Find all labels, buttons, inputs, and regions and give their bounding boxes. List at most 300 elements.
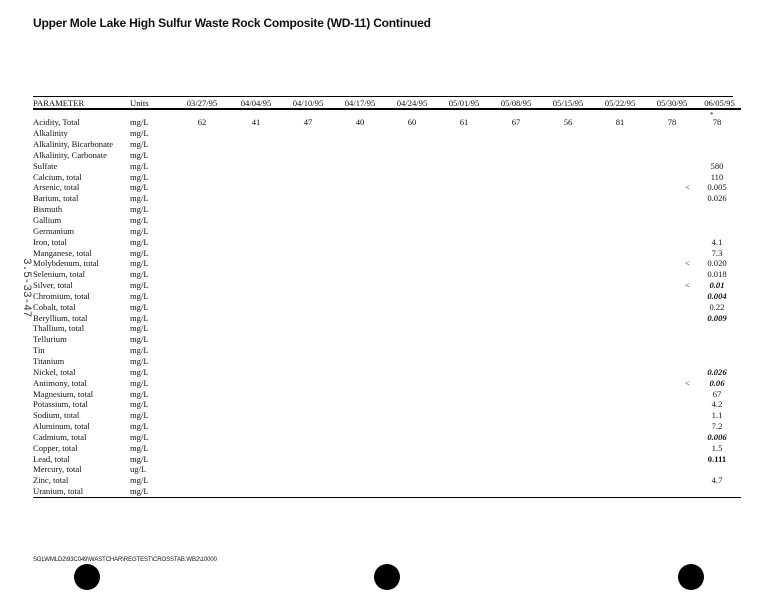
value-cell xyxy=(646,269,698,280)
date-header: 03/27/95 xyxy=(174,96,230,109)
value-cell xyxy=(386,215,438,226)
value-cell xyxy=(334,486,386,497)
value-cell xyxy=(174,160,230,171)
value-cell: 78 xyxy=(667,117,677,128)
value-cell xyxy=(438,139,490,150)
value-text: 0.018 xyxy=(707,269,727,280)
value-cell xyxy=(386,258,438,269)
value-cell xyxy=(698,247,741,258)
value-cell xyxy=(698,388,741,399)
value-cell xyxy=(698,128,741,139)
value-cell xyxy=(594,258,646,269)
value-cell xyxy=(646,301,698,312)
table-row xyxy=(33,236,741,247)
value-cell xyxy=(386,421,438,432)
value-cell xyxy=(594,280,646,291)
value-text: 7.3 xyxy=(711,247,723,258)
value-cell xyxy=(334,431,386,442)
value-cell xyxy=(490,464,542,475)
value-cell xyxy=(334,171,386,182)
value-cell xyxy=(230,399,282,410)
value-cell xyxy=(594,410,646,421)
value-cell xyxy=(542,356,594,367)
value-cell xyxy=(174,486,230,497)
value-cell xyxy=(542,486,594,497)
value-cell xyxy=(230,280,282,291)
value-cell xyxy=(386,486,438,497)
value-text: 0.020 xyxy=(707,258,727,269)
value-cell xyxy=(594,431,646,442)
value-cell xyxy=(594,215,646,226)
less-than-qualifier: < xyxy=(685,280,690,291)
value-cell xyxy=(282,182,334,193)
parameter-cell: Alkalinity xyxy=(33,128,68,139)
value-cell xyxy=(490,486,542,497)
value-cell xyxy=(542,421,594,432)
value-cell xyxy=(282,236,334,247)
table-row xyxy=(33,171,741,182)
parameter-cell: Magnesium, total xyxy=(33,388,94,399)
value-cell xyxy=(438,160,490,171)
value-cell xyxy=(594,291,646,302)
value-text: 580 xyxy=(710,160,724,171)
value-cell xyxy=(174,345,230,356)
parameter-cell: Manganese, total xyxy=(33,247,92,258)
value-cell xyxy=(386,225,438,236)
value-cell xyxy=(282,431,334,442)
value-cell xyxy=(334,204,386,215)
value-cell xyxy=(438,291,490,302)
value-cell xyxy=(282,160,334,171)
value-cell xyxy=(386,291,438,302)
value-cell xyxy=(646,431,698,442)
value-cell xyxy=(230,388,282,399)
value-cell xyxy=(282,258,334,269)
value-cell xyxy=(230,345,282,356)
value-cell xyxy=(334,128,386,139)
units-cell: mg/L xyxy=(130,280,149,291)
value-text: 67 xyxy=(712,388,722,399)
value-cell: 81 xyxy=(615,117,625,128)
table-row xyxy=(33,247,741,258)
value-cell xyxy=(646,464,698,475)
header-row xyxy=(33,96,741,109)
value-text: 0.004 xyxy=(707,290,727,301)
value-cell xyxy=(646,312,698,323)
units-cell: mg/L xyxy=(130,301,149,312)
value-cell xyxy=(438,464,490,475)
value-text: 1.5 xyxy=(711,442,723,453)
value-text: 0.111 xyxy=(707,453,727,464)
value-cell xyxy=(698,204,741,215)
value-cell xyxy=(230,291,282,302)
value-cell xyxy=(334,442,386,453)
less-than-qualifier: < xyxy=(685,258,690,269)
value-cell xyxy=(334,150,386,161)
value-cell xyxy=(646,399,698,410)
value-cell xyxy=(174,301,230,312)
value-cell xyxy=(334,269,386,280)
value-cell xyxy=(438,366,490,377)
parameter-cell: Molybdenum, total xyxy=(33,258,99,269)
value-cell xyxy=(490,291,542,302)
value-cell xyxy=(542,160,594,171)
value-cell xyxy=(282,388,334,399)
units-cell: mg/L xyxy=(130,388,149,399)
table-row xyxy=(33,366,741,377)
value-cell xyxy=(542,247,594,258)
value-cell xyxy=(698,160,741,171)
parameter-cell: Arsenic, total xyxy=(33,182,80,193)
table-row xyxy=(33,486,741,497)
value-cell xyxy=(594,236,646,247)
value-text: 1.1 xyxy=(711,410,723,421)
units-cell: mg/L xyxy=(130,193,149,204)
value-cell xyxy=(542,475,594,486)
value-cell xyxy=(386,431,438,442)
value-cell xyxy=(594,345,646,356)
value-text: 0.006 xyxy=(707,431,727,442)
value-cell xyxy=(282,334,334,345)
units-cell: mg/L xyxy=(130,236,149,247)
value-cell xyxy=(438,399,490,410)
value-cell xyxy=(646,258,698,269)
value-cell xyxy=(490,410,542,421)
value-cell xyxy=(438,345,490,356)
value-cell xyxy=(438,431,490,442)
table-row xyxy=(33,215,741,226)
value-cell xyxy=(386,193,438,204)
value-cell xyxy=(646,247,698,258)
parameter-cell: Calcium, total xyxy=(33,171,82,182)
date-header: 05/08/95 xyxy=(490,96,542,109)
value-cell xyxy=(174,171,230,182)
table-row xyxy=(33,453,741,464)
value-cell xyxy=(386,171,438,182)
value-cell xyxy=(334,421,386,432)
value-cell xyxy=(386,247,438,258)
value-cell xyxy=(685,258,741,269)
value-cell xyxy=(594,160,646,171)
value-cell xyxy=(174,399,230,410)
value-cell xyxy=(646,193,698,204)
value-cell xyxy=(685,377,741,388)
value-cell xyxy=(174,236,230,247)
value-cell xyxy=(490,258,542,269)
parameter-cell: Sodium, total xyxy=(33,410,80,421)
value-cell xyxy=(386,204,438,215)
value-cell xyxy=(490,280,542,291)
value-cell xyxy=(438,486,490,497)
units-cell: mg/L xyxy=(130,149,149,160)
units-header: Units xyxy=(130,96,174,109)
table-row xyxy=(33,109,741,128)
less-than-qualifier: < xyxy=(685,182,690,193)
value-cell xyxy=(542,366,594,377)
table-row xyxy=(33,345,741,356)
value-cell xyxy=(438,442,490,453)
value-cell xyxy=(646,236,698,247)
value-cell xyxy=(594,128,646,139)
value-cell xyxy=(174,258,230,269)
value-cell xyxy=(334,225,386,236)
value-cell xyxy=(490,236,542,247)
value-cell xyxy=(438,128,490,139)
value-cell xyxy=(230,312,282,323)
value-cell xyxy=(386,236,438,247)
value-cell xyxy=(490,225,542,236)
value-cell xyxy=(386,150,438,161)
parameter-cell: Mercury, total xyxy=(33,464,82,475)
value-cell xyxy=(438,421,490,432)
value-cell xyxy=(542,128,594,139)
value-cell xyxy=(174,150,230,161)
value-cell xyxy=(174,204,230,215)
table-row xyxy=(33,464,741,475)
value-cell xyxy=(438,269,490,280)
date-header: 05/30/95 xyxy=(646,96,698,109)
value-cell: 67 xyxy=(511,117,521,128)
value-cell xyxy=(698,442,741,453)
value-cell xyxy=(230,421,282,432)
value-cell xyxy=(646,453,698,464)
value-cell xyxy=(230,442,282,453)
units-cell: mg/L xyxy=(130,171,149,182)
table-row xyxy=(33,258,741,269)
date-header: 04/17/95 xyxy=(334,96,386,109)
value-cell xyxy=(174,225,230,236)
value-cell xyxy=(698,323,741,334)
value-cell xyxy=(542,345,594,356)
parameter-cell: Cobalt, total xyxy=(33,301,76,312)
value-cell xyxy=(386,366,438,377)
value-cell xyxy=(698,475,741,486)
value-cell xyxy=(594,182,646,193)
value-cell xyxy=(174,312,230,323)
value-cell xyxy=(334,247,386,258)
value-cell xyxy=(174,388,230,399)
value-cell xyxy=(282,193,334,204)
value-cell xyxy=(594,334,646,345)
parameter-cell: Nickel, total xyxy=(33,366,76,377)
parameter-cell: Gallium xyxy=(33,215,62,226)
footer-path: SGLWMLD2\93C049\WASTCHAR\REGTEST\CROSSTAB.WB2\10000 xyxy=(33,557,217,563)
value-cell xyxy=(282,291,334,302)
value-cell xyxy=(230,128,282,139)
value-text: 0.005 xyxy=(707,182,727,193)
results-table xyxy=(33,96,741,498)
units-cell: mg/L xyxy=(130,366,149,377)
value-cell xyxy=(542,204,594,215)
value-cell xyxy=(282,475,334,486)
units-cell: mg/L xyxy=(130,453,149,464)
value-cell: 40 xyxy=(355,117,365,128)
value-cell xyxy=(594,366,646,377)
value-cell xyxy=(542,225,594,236)
table-row xyxy=(33,442,741,453)
units-cell: mg/L xyxy=(130,225,149,236)
value-cell xyxy=(386,377,438,388)
value-cell xyxy=(490,139,542,150)
value-cell xyxy=(334,334,386,345)
units-cell: mg/L xyxy=(130,377,149,388)
value-cell xyxy=(542,323,594,334)
value-cell xyxy=(174,410,230,421)
value-cell xyxy=(386,399,438,410)
value-cell xyxy=(490,323,542,334)
value-cell xyxy=(230,182,282,193)
value-cell xyxy=(438,204,490,215)
value-cell xyxy=(174,453,230,464)
value-cell xyxy=(698,139,741,150)
value-cell xyxy=(594,388,646,399)
table-row xyxy=(33,388,741,399)
value-cell xyxy=(698,291,741,302)
value-cell xyxy=(230,269,282,280)
value-cell xyxy=(386,475,438,486)
table-row xyxy=(33,399,741,410)
value-cell xyxy=(594,150,646,161)
value-cell xyxy=(282,280,334,291)
value-cell xyxy=(386,345,438,356)
value-text: 110 xyxy=(710,171,724,182)
punch-hole-left xyxy=(74,564,100,590)
value-cell xyxy=(282,215,334,226)
value-cell xyxy=(174,291,230,302)
value-cell xyxy=(646,204,698,215)
value-cell xyxy=(438,215,490,226)
units-cell: mg/L xyxy=(130,258,149,269)
value-cell xyxy=(490,171,542,182)
value-cell xyxy=(334,280,386,291)
value-cell xyxy=(594,204,646,215)
value-cell xyxy=(386,128,438,139)
table-row xyxy=(33,421,741,432)
units-cell: ug/L xyxy=(130,464,147,475)
value-cell xyxy=(594,464,646,475)
value-cell: 61 xyxy=(459,117,469,128)
value-cell xyxy=(542,410,594,421)
value-cell xyxy=(646,377,698,388)
value-cell xyxy=(594,323,646,334)
value-cell xyxy=(174,323,230,334)
value-cell xyxy=(698,345,741,356)
value-cell xyxy=(490,421,542,432)
value-cell xyxy=(490,312,542,323)
value-cell xyxy=(230,215,282,226)
parameter-cell: Tellurium xyxy=(33,334,67,345)
date-header: 05/01/95 xyxy=(438,96,490,109)
value-cell xyxy=(386,323,438,334)
value-cell xyxy=(542,291,594,302)
units-cell: mg/L xyxy=(130,204,149,215)
value-cell xyxy=(490,345,542,356)
value-cell xyxy=(438,247,490,258)
date-header: 05/15/95 xyxy=(542,96,594,109)
value-cell xyxy=(334,475,386,486)
value-cell xyxy=(438,388,490,399)
parameter-cell: Potassium, total xyxy=(33,399,88,410)
value-cell xyxy=(174,269,230,280)
value-cell xyxy=(438,236,490,247)
table-row xyxy=(33,160,741,171)
value-cell xyxy=(542,301,594,312)
value-cell xyxy=(542,150,594,161)
table-row xyxy=(33,225,741,236)
value-cell xyxy=(230,453,282,464)
value-cell xyxy=(334,215,386,226)
value-cell xyxy=(282,301,334,312)
table-row xyxy=(33,269,741,280)
value-cell xyxy=(594,139,646,150)
units-cell: mg/L xyxy=(130,160,149,171)
value-cell xyxy=(386,334,438,345)
value-cell xyxy=(174,182,230,193)
value-cell xyxy=(698,150,741,161)
value-cell xyxy=(594,193,646,204)
value-cell xyxy=(334,366,386,377)
value-cell xyxy=(646,486,698,497)
value-cell xyxy=(646,280,698,291)
value-cell xyxy=(490,377,542,388)
value-cell xyxy=(230,431,282,442)
value-cell xyxy=(438,258,490,269)
side-code: 3.5-33-47 xyxy=(20,258,32,318)
value-cell xyxy=(334,236,386,247)
value-cell xyxy=(542,334,594,345)
value-cell xyxy=(230,366,282,377)
value-cell xyxy=(230,475,282,486)
parameter-cell: Silver, total xyxy=(33,280,73,291)
parameter-cell: Germanium xyxy=(33,225,75,236)
table-row xyxy=(33,377,741,388)
value-cell xyxy=(334,312,386,323)
value-cell: 60 xyxy=(407,117,417,128)
value-cell xyxy=(386,356,438,367)
value-cell xyxy=(646,334,698,345)
value-cell xyxy=(646,442,698,453)
value-cell xyxy=(334,464,386,475)
units-cell: mg/L xyxy=(130,128,149,139)
parameter-header: PARAMETER xyxy=(33,96,130,109)
value-cell xyxy=(438,225,490,236)
punch-hole-center xyxy=(374,564,400,590)
value-cell xyxy=(646,323,698,334)
table-row xyxy=(33,475,741,486)
table-row xyxy=(33,312,741,323)
parameter-cell: Alkalinity, Carbonate xyxy=(33,149,107,160)
value-cell xyxy=(230,247,282,258)
units-cell: mg/L xyxy=(130,475,149,486)
value-cell xyxy=(698,171,741,182)
value-cell xyxy=(386,182,438,193)
parameter-cell: Thallium, total xyxy=(33,323,85,334)
value-cell xyxy=(282,356,334,367)
value-cell xyxy=(334,160,386,171)
parameter-cell: Chromium, total xyxy=(33,290,90,301)
value-text: 78 xyxy=(712,117,722,128)
table-row xyxy=(33,139,741,150)
value-cell xyxy=(542,182,594,193)
table-row xyxy=(33,291,741,302)
parameter-cell: Lead, total xyxy=(33,453,70,464)
value-cell xyxy=(334,345,386,356)
value-cell xyxy=(698,464,741,475)
value-cell xyxy=(646,215,698,226)
value-cell xyxy=(386,312,438,323)
value-cell xyxy=(646,139,698,150)
value-cell xyxy=(646,366,698,377)
